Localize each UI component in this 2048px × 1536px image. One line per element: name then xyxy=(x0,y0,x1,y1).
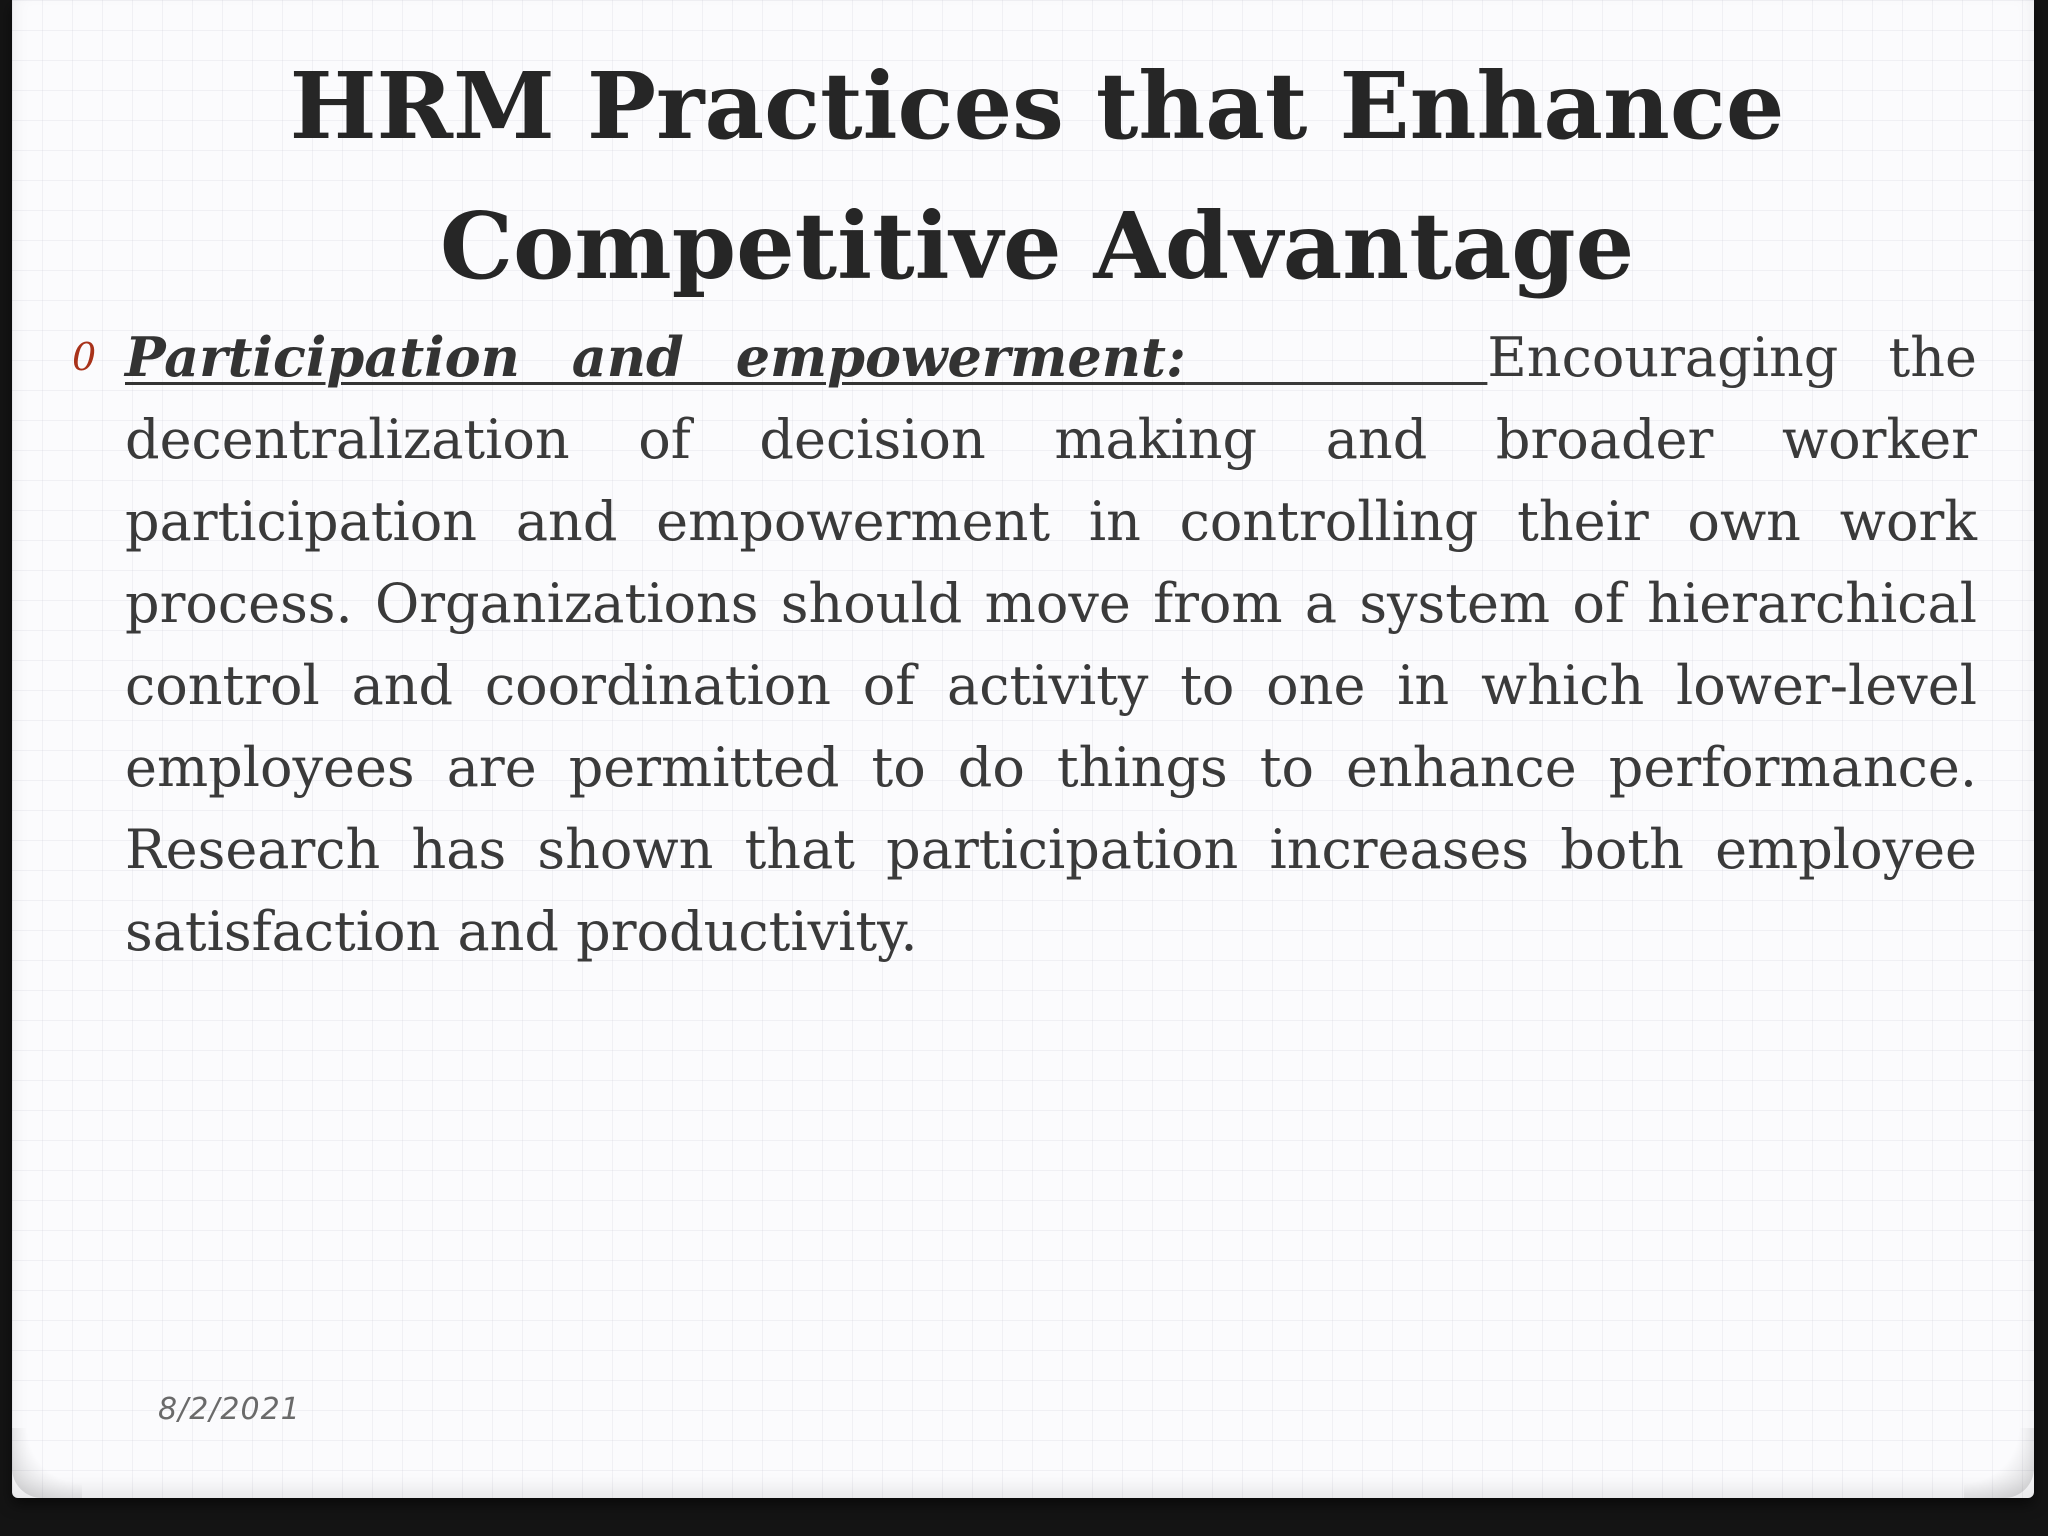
footer-date: 8/2/2021 xyxy=(158,1392,301,1427)
term-underline-gap xyxy=(1186,326,1487,389)
slide-title: HRM Practices that Enhance Competitive Advantage xyxy=(289,52,1785,300)
bullet-marker-icon: 0 xyxy=(72,335,97,379)
bullet-paragraph xyxy=(125,316,1977,973)
bullet-term: Participation and empowerment: xyxy=(125,325,1186,389)
bullet-body: Encouraging the decentralization of decision making and broader worker participation and empowerment in controlling their own work process. Organizations should move from a system of hierarchical control and coordination of activity to one in which lower-level employees are permitted to do things to enhance performance. Research has shown that participation increases both employee satisfaction and productivity. xyxy=(125,326,1977,963)
page-curl-left xyxy=(12,1428,82,1498)
page-curl-right xyxy=(1964,1428,2034,1498)
slide xyxy=(12,0,2034,1498)
